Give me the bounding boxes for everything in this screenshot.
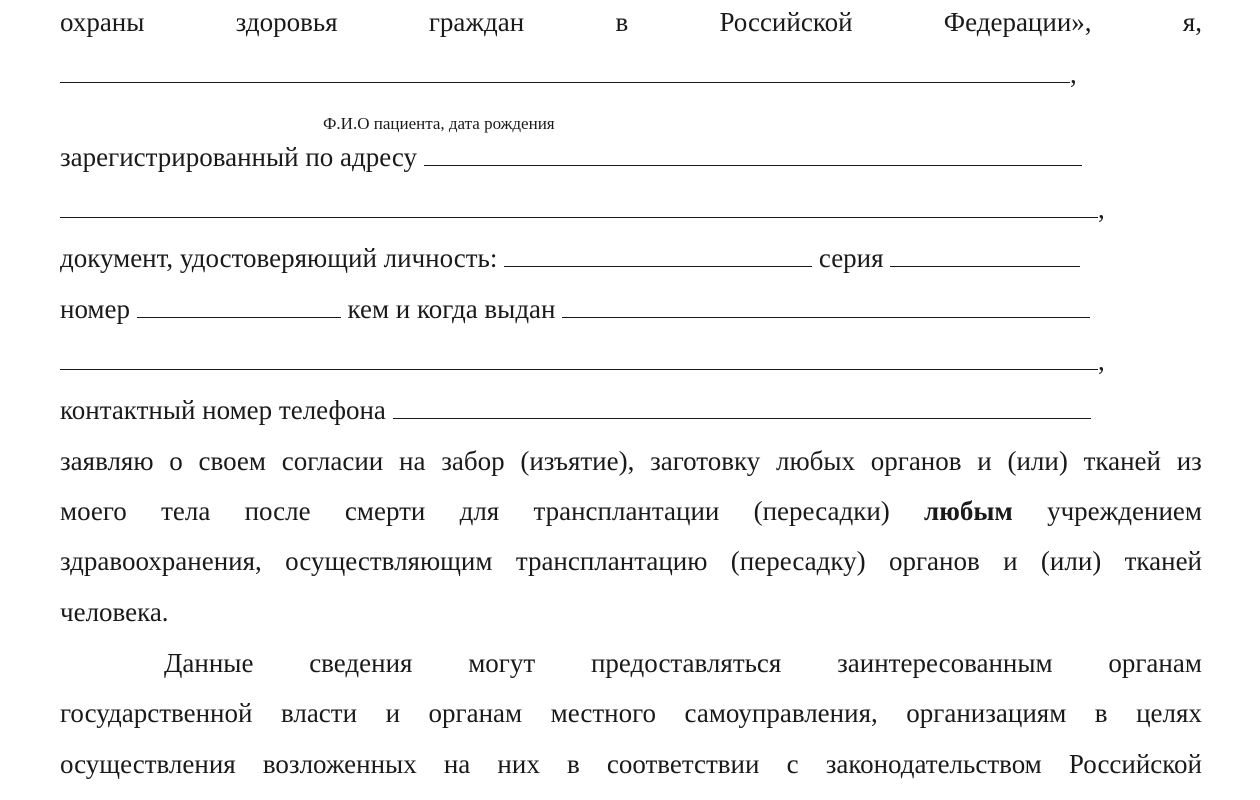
fio-caption: Ф.И.О пациента, дата рождения [323, 114, 555, 133]
address-blank[interactable] [424, 141, 1082, 166]
series-blank[interactable] [890, 242, 1080, 267]
word: органам [1108, 648, 1202, 678]
consent-line-4 [60, 596, 1202, 628]
word: организациям [906, 698, 1067, 728]
word: органам [428, 698, 523, 728]
word: в [615, 7, 629, 37]
word: учреждением [1047, 496, 1202, 526]
word: могут [468, 648, 536, 678]
word: трансплантации [533, 496, 720, 526]
word: и [1003, 546, 1018, 576]
word: с [786, 749, 799, 779]
word: власти [280, 698, 358, 728]
comma: , [1098, 346, 1105, 376]
word: и [385, 698, 401, 728]
word: граждан [428, 7, 525, 37]
data-line-2 [60, 697, 1202, 729]
issued-label: кем и когда выдан [347, 294, 556, 324]
text-line-1 [60, 6, 1202, 38]
fio-line [60, 58, 1202, 90]
issued-blank[interactable] [562, 293, 1090, 318]
word: на [399, 446, 426, 476]
word: здоровья [235, 7, 338, 37]
word: осуществления [60, 749, 236, 779]
id-document-blank[interactable] [504, 242, 812, 267]
word: Российской [719, 7, 853, 37]
phone-line [60, 394, 1202, 426]
word: человека. [60, 597, 169, 627]
emphasized-word: любым [924, 496, 1013, 526]
word: (пересадку) [730, 546, 866, 576]
word: соответствии [606, 749, 760, 779]
word: и [977, 446, 992, 476]
issued-blank-2[interactable] [60, 345, 1098, 370]
word: своем [198, 446, 266, 476]
word: (изъятие), [520, 446, 635, 476]
word: (или) [1040, 546, 1102, 576]
word: органов [870, 446, 962, 476]
word: предоставляться [590, 648, 782, 678]
address-label: зарегистрированный по адресу [60, 142, 418, 172]
word: трансплантацию [515, 546, 708, 576]
consent-line-1 [60, 445, 1202, 477]
word: (пересадки) [753, 496, 890, 526]
phone-label: контактный номер телефона [60, 395, 386, 425]
word: возложенных [262, 749, 417, 779]
word: Данные [164, 648, 254, 678]
series-label: серия [818, 243, 884, 273]
word: я, [1182, 7, 1202, 37]
word: местного [550, 698, 657, 728]
address-line [60, 141, 1202, 173]
data-line-3 [60, 748, 1202, 780]
consent-line-2 [60, 495, 1202, 527]
word: заинтересованным [837, 648, 1053, 678]
word: осуществляющим [285, 546, 493, 576]
comma: , [1098, 194, 1105, 224]
id-document-line [60, 242, 1202, 274]
word: моего [60, 496, 127, 526]
comma: , [1070, 59, 1077, 89]
word: для [459, 496, 500, 526]
word: в [1094, 698, 1108, 728]
word: забор [441, 446, 505, 476]
word: охраны [60, 7, 145, 37]
word: любых [775, 446, 855, 476]
word: законодательством [825, 749, 1042, 779]
issued-continuation-line [60, 345, 1202, 377]
word: самоуправления, [684, 698, 878, 728]
word: смерти [344, 496, 426, 526]
word: тканей [1083, 446, 1161, 476]
address-blank-2[interactable] [60, 193, 1098, 218]
word: сведения [309, 648, 413, 678]
word: о [169, 446, 183, 476]
word: после [244, 496, 311, 526]
address-continuation-line [60, 193, 1202, 225]
word: (или) [1007, 446, 1068, 476]
word: заявляю [60, 446, 154, 476]
word: целях [1136, 698, 1202, 728]
word: из [1176, 446, 1202, 476]
word: Федерации», [943, 7, 1092, 37]
data-line-1 [60, 647, 1202, 679]
word: органов [888, 546, 980, 576]
word: тканей [1124, 546, 1202, 576]
word: Российской [1068, 749, 1202, 779]
word: тела [161, 496, 211, 526]
number-line [60, 293, 1202, 325]
number-blank[interactable] [137, 293, 341, 318]
consent-line-3 [60, 545, 1202, 577]
number-label: номер [60, 294, 131, 324]
word: заготовку [650, 446, 761, 476]
word: на [443, 749, 471, 779]
id-document-label: документ, удостоверяющий личность: [60, 243, 498, 273]
word: здравоохранения, [60, 546, 262, 576]
word: государственной [60, 698, 253, 728]
phone-blank[interactable] [393, 394, 1091, 419]
fio-blank[interactable] [60, 58, 1070, 83]
word: них [497, 749, 540, 779]
word: согласии [281, 446, 384, 476]
word: в [566, 749, 580, 779]
